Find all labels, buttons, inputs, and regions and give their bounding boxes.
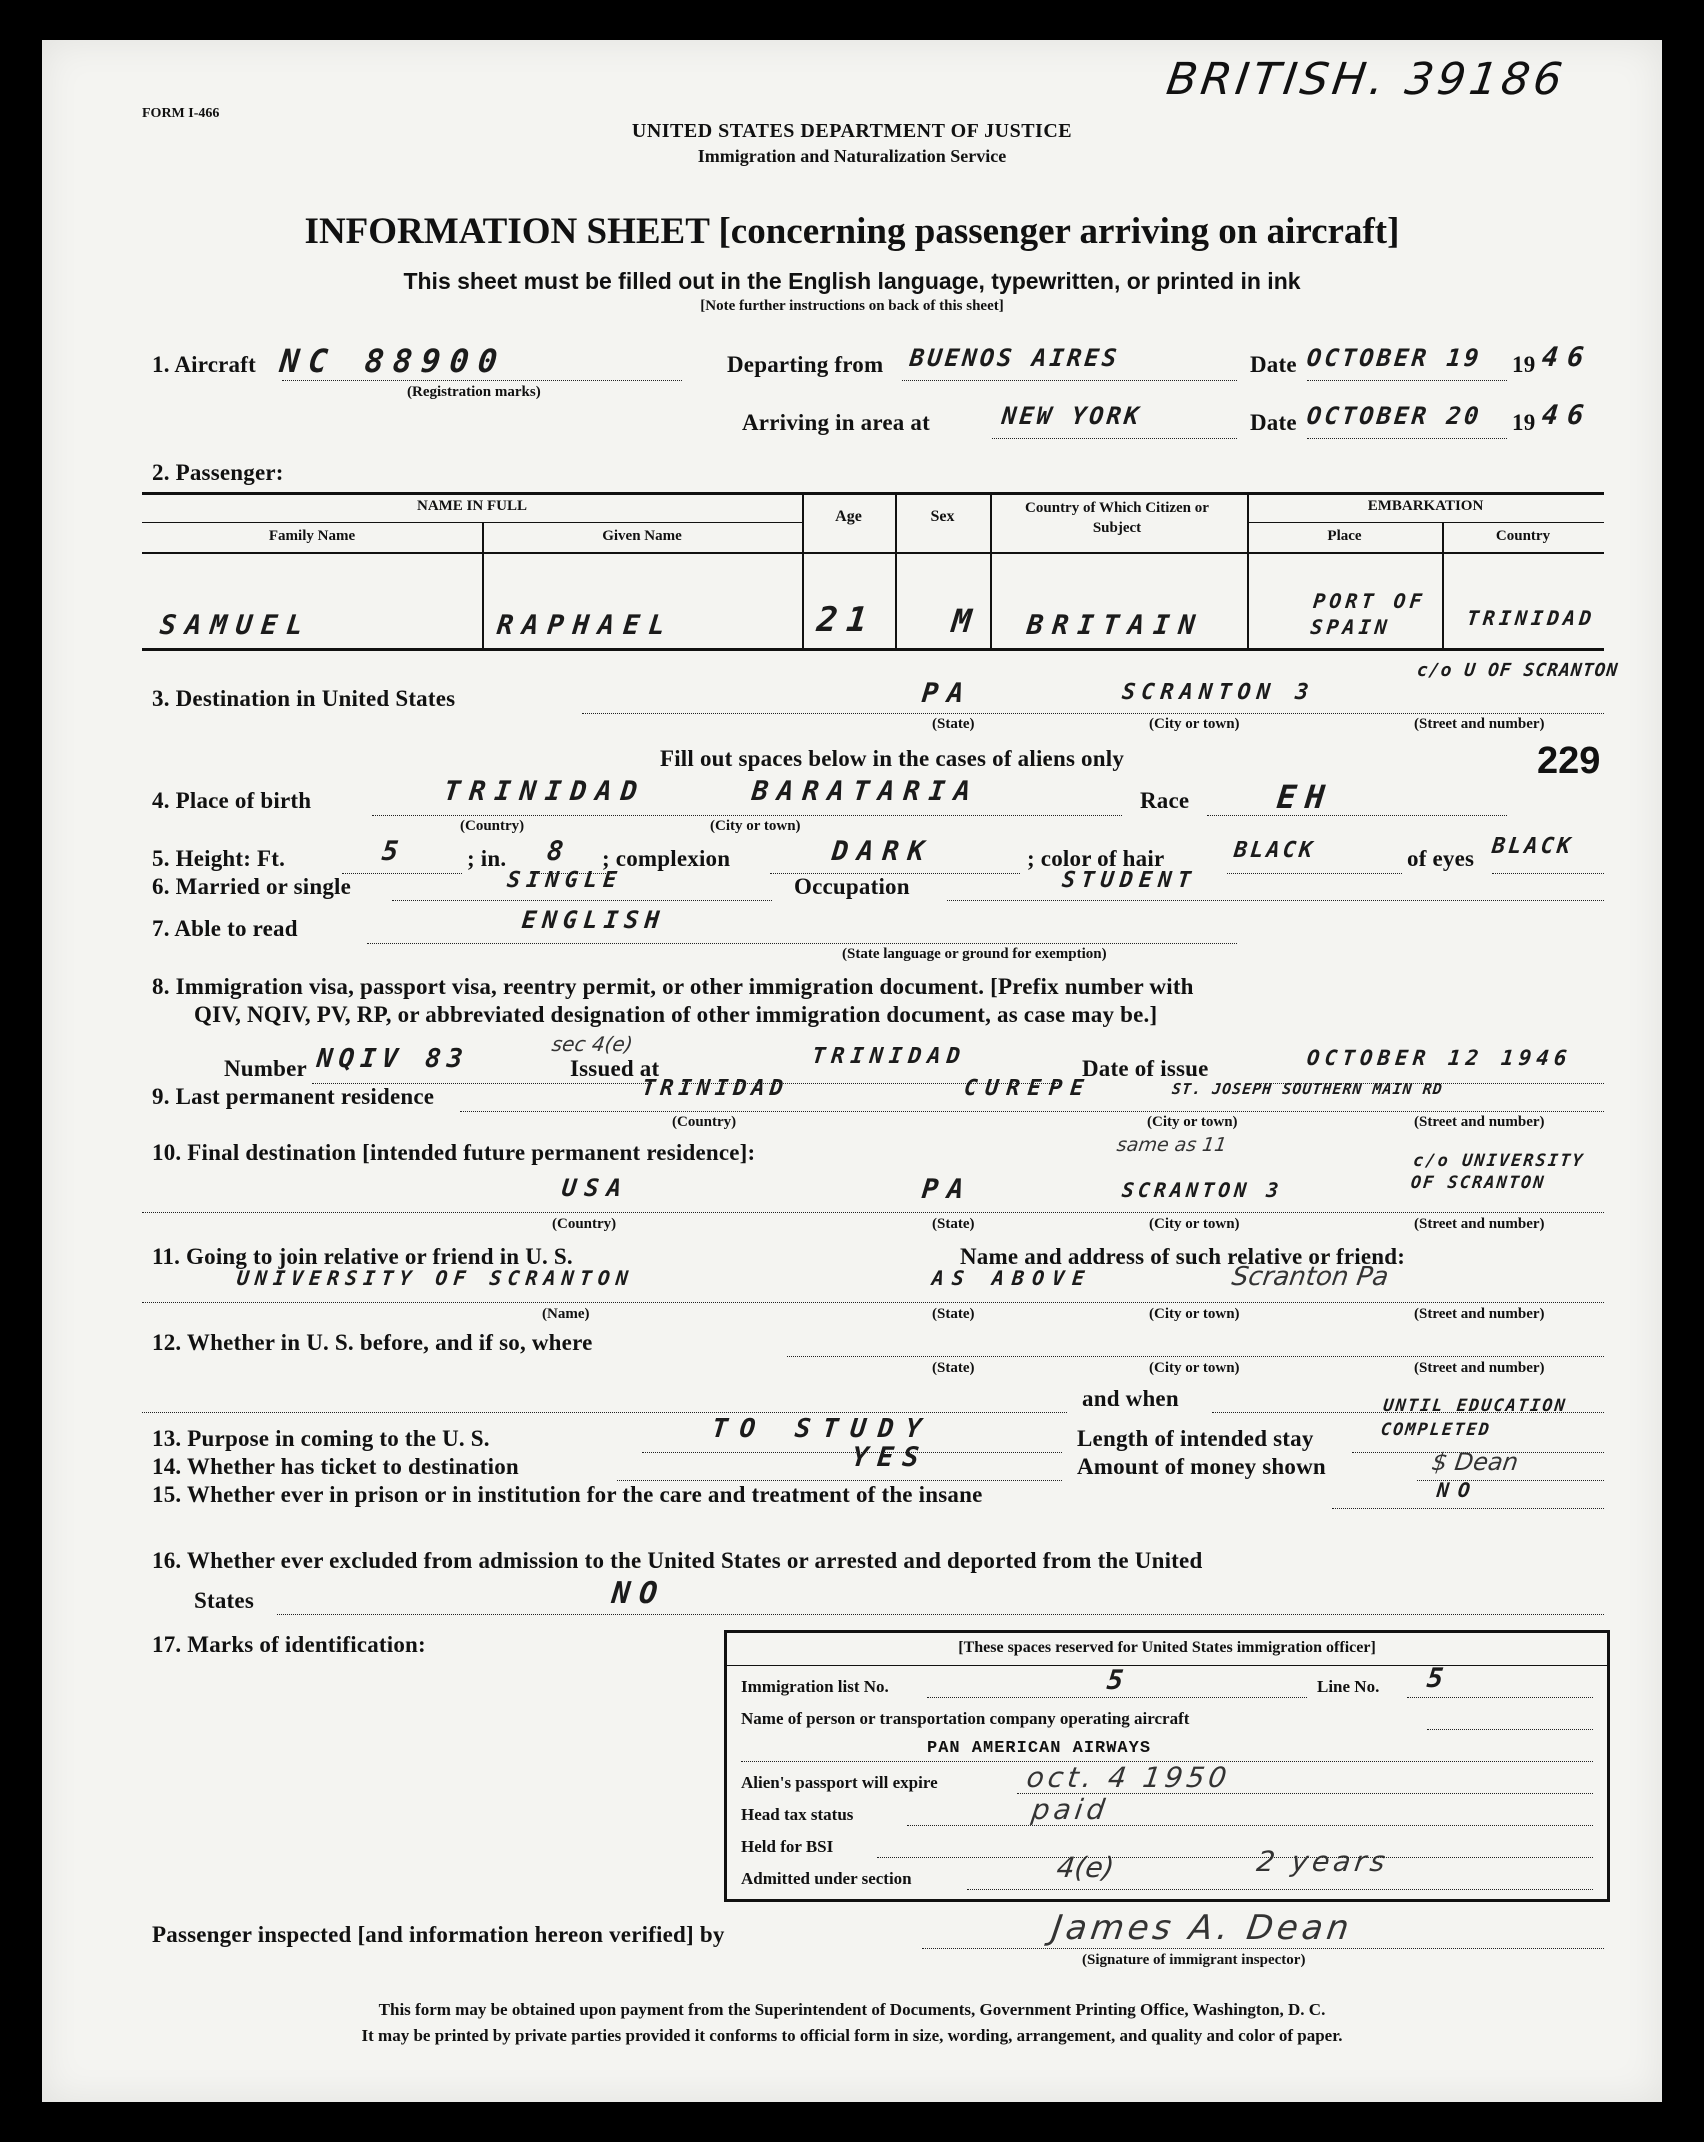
- line-number-label: Line No.: [1317, 1677, 1380, 1696]
- prison-label: 15. Whether ever in prison or in institution for the care and treatment of the insane: [152, 1482, 983, 1507]
- marital-label: 6. Married or single: [152, 874, 352, 899]
- department-name: UNITED STATES DEPARTMENT OF JUSTICE: [631, 120, 1073, 142]
- read-label: 7. Able to read: [152, 916, 298, 941]
- officer-box: [724, 1630, 1610, 1902]
- residence-city: CUREPE: [962, 1076, 1093, 1101]
- occupation-value: STUDENT: [1060, 868, 1199, 893]
- height-ft: 5: [380, 836, 409, 867]
- th-age: Age: [835, 508, 862, 525]
- visa-instructions-line2: QIV, NQIV, PV, RP, or abbreviated designation of other immigration document, as case may be.]: [194, 1002, 1158, 1027]
- caption-birth-city: (City or town): [710, 818, 801, 834]
- arriving-year: 46: [1540, 400, 1595, 431]
- birth-country: TRINIDAD: [442, 776, 648, 807]
- caption-residence-country: (Country): [672, 1114, 737, 1130]
- aliens-only-note: Fill out spaces below in the cases of aliens only: [659, 746, 1125, 771]
- form-number: FORM I-466: [142, 106, 220, 121]
- join-label-2: Name and address of such relative or friend:: [960, 1244, 1406, 1269]
- residence-street: ST. JOSEPH SOUTHERN MAIN RD: [1171, 1080, 1444, 1098]
- admitted-section-label: Admitted under section: [741, 1869, 912, 1888]
- prison-value: NO: [1435, 1478, 1481, 1502]
- departing-date: OCTOBER 19: [1305, 344, 1483, 372]
- final-destination-label: 10. Final destination [intended future permanent residence]:: [152, 1140, 756, 1165]
- sex-value: M: [950, 602, 983, 640]
- departing-year-label: 19: [1512, 352, 1536, 377]
- caption-before-state: (State): [932, 1360, 975, 1376]
- th-name-in-full: NAME IN FULL: [416, 498, 527, 514]
- caption-join-city: (City or town): [1149, 1306, 1240, 1322]
- bsi-label: Held for BSI: [741, 1837, 834, 1856]
- age-value: 21: [814, 600, 879, 640]
- subtitle: This sheet must be filled out in the English language, typewritten, or printed in ink: [403, 268, 1301, 294]
- race-label: Race: [1140, 788, 1190, 813]
- list-number-value: 5: [1105, 1665, 1134, 1696]
- caption-residence-street: (Street and number): [1414, 1114, 1545, 1130]
- height-in-label: ; in.: [467, 846, 507, 871]
- service-name: Immigration and Naturalization Service: [697, 146, 1007, 166]
- race-value: EH: [1275, 778, 1336, 816]
- occupation-label: Occupation: [794, 874, 910, 899]
- caption-before-street: (Street and number): [1414, 1360, 1545, 1376]
- join-address: AS ABOVE: [930, 1266, 1094, 1290]
- subtitle-note: [Note further instructions on back of this sheet]: [700, 298, 1004, 314]
- join-name: UNIVERSITY OF SCRANTON: [235, 1266, 636, 1290]
- departing-date-label: Date: [1250, 352, 1297, 377]
- excluded-line1: 16. Whether ever excluded from admission to the United States or arrested and deported from the United: [152, 1548, 1203, 1573]
- caption-final-city: (City or town): [1149, 1216, 1240, 1232]
- passport-expire-label: Alien's passport will expire: [741, 1773, 938, 1792]
- caption-city: (City or town): [1149, 716, 1240, 732]
- operator-value: PAN AMERICAN AIRWAYS: [927, 1739, 1152, 1758]
- issued-value: TRINIDAD: [810, 1044, 968, 1069]
- admitted-section-value: 4(e): [1054, 1851, 1117, 1884]
- residence-label: 9. Last permanent residence: [152, 1084, 435, 1109]
- caption-before-city: (City or town): [1149, 1360, 1240, 1376]
- caption-join-name: (Name): [542, 1306, 590, 1322]
- hair-value: BLACK: [1232, 838, 1317, 863]
- excluded-line2: States: [194, 1588, 254, 1613]
- page-title: INFORMATION SHEET [concerning passenger arriving on aircraft]: [304, 211, 1400, 252]
- embarkation-place-value: PORT OF SPAIN: [1309, 589, 1427, 639]
- signature-caption: (Signature of immigrant inspector): [1082, 1952, 1306, 1968]
- purpose-label: 13. Purpose in coming to the U. S.: [152, 1426, 490, 1451]
- caption-join-street: (Street and number): [1414, 1306, 1545, 1322]
- issue-date-label: Date of issue: [1082, 1056, 1209, 1081]
- destination-state: PA: [920, 678, 975, 709]
- destination-label: 3. Destination in United States: [152, 686, 456, 711]
- height-in: 8: [545, 836, 574, 867]
- arriving-date: OCTOBER 20: [1305, 402, 1483, 430]
- join-note: Scranton Pa: [1229, 1262, 1391, 1292]
- final-state: PA: [920, 1174, 975, 1205]
- eyes-value: BLACK: [1490, 834, 1575, 859]
- arriving-date-label: Date: [1250, 410, 1297, 435]
- aircraft-value: NC 88900: [278, 342, 509, 380]
- departing-value: BUENOS AIRES: [908, 344, 1121, 372]
- th-country-citizen: Country of Which Citizen or Subject: [1025, 500, 1209, 536]
- citizen-value: BRITAIN: [1025, 610, 1206, 641]
- visa-number-value: NQIV 83: [315, 1044, 471, 1074]
- caption-final-country: (Country): [552, 1216, 617, 1232]
- caption-final-state: (State): [932, 1216, 975, 1232]
- head-tax-label: Head tax status: [741, 1805, 854, 1824]
- destination-city: SCRANTON 3: [1120, 680, 1316, 705]
- final-street: c/o UNIVERSITY OF SCRANTON: [1409, 1151, 1586, 1193]
- arriving-label: Arriving in area at: [742, 410, 930, 435]
- departing-year: 46: [1540, 342, 1595, 373]
- departing-label: Departing from: [727, 352, 884, 377]
- th-given-name: Given Name: [602, 528, 682, 544]
- th-embarkation: EMBARKATION: [1367, 498, 1484, 514]
- list-number-label: Immigration list No.: [741, 1677, 889, 1696]
- visa-instructions-line1: 8. Immigration visa, passport visa, reentry permit, or other immigration document. [Prefix number with: [152, 974, 1194, 999]
- excluded-value: NO: [610, 1576, 668, 1611]
- money-value: $ Dean: [1430, 1448, 1521, 1476]
- line-number-value: 5: [1425, 1663, 1454, 1694]
- birth-label: 4. Place of birth: [152, 788, 312, 813]
- caption-street: (Street and number): [1414, 716, 1545, 732]
- arriving-year-label: 19: [1512, 410, 1536, 435]
- final-destination-note: same as 11: [1115, 1134, 1229, 1156]
- caption-state: (State): [932, 716, 975, 732]
- passenger-label: 2. Passenger:: [152, 460, 284, 485]
- complexion-value: DARK: [830, 836, 935, 867]
- before-when-label: and when: [1082, 1386, 1179, 1411]
- hair-label: ; color of hair: [1027, 846, 1165, 871]
- officer-box-title: [These spaces reserved for United States immigration officer]: [958, 1639, 1376, 1656]
- form-sheet: [42, 40, 1662, 2102]
- given-name-value: RAPHAEL: [495, 610, 676, 641]
- stamp-number: 229: [1537, 740, 1601, 782]
- marks-label: 17. Marks of identification:: [152, 1632, 426, 1657]
- read-caption: (State language or ground for exemption): [842, 946, 1107, 962]
- ticket-value: YES: [850, 1442, 930, 1473]
- caption-final-street: (Street and number): [1414, 1216, 1545, 1232]
- height-label: 5. Height: Ft.: [152, 846, 286, 871]
- operator-label: Name of person or transportation company operating aircraft: [741, 1709, 1190, 1728]
- footer-line1: This form may be obtained upon payment from the Superintendent of Documents, Government Printing Office, Washington, D. C.: [378, 2000, 1326, 2019]
- ticket-label: 14. Whether has ticket to destination: [152, 1454, 519, 1479]
- stay-label: Length of intended stay: [1077, 1426, 1314, 1451]
- th-family-name: Family Name: [268, 528, 356, 544]
- family-name-value: SAMUEL: [158, 610, 314, 641]
- join-label: 11. Going to join relative or friend in U. S.: [152, 1244, 573, 1269]
- th-sex: Sex: [930, 508, 955, 525]
- money-label: Amount of money shown: [1077, 1454, 1326, 1479]
- eyes-label: of eyes: [1407, 846, 1475, 871]
- embarkation-country-value: TRINIDAD: [1465, 606, 1597, 630]
- top-handwritten-note: BRITISH. 39186: [1163, 54, 1570, 105]
- th-country: Country: [1495, 528, 1551, 544]
- admitted-note: 2 years: [1254, 1845, 1392, 1878]
- visa-number-label: Number: [224, 1056, 307, 1081]
- aircraft-label: 1. Aircraft: [152, 352, 256, 377]
- inspector-signature: James A. Dean: [1049, 1908, 1356, 1948]
- head-tax-value: paid: [1029, 1793, 1111, 1826]
- visa-note: sec 4(e): [550, 1032, 635, 1056]
- issue-date-value: OCTOBER 12 1946: [1305, 1046, 1573, 1070]
- marital-value: SINGLE: [505, 868, 624, 893]
- final-city: SCRANTON 3: [1120, 1178, 1284, 1202]
- before-label: 12. Whether in U. S. before, and if so, where: [152, 1330, 593, 1355]
- arriving-value: NEW YORK: [1000, 402, 1144, 430]
- complexion-label: ; complexion: [602, 846, 731, 871]
- residence-country: TRINIDAD: [640, 1076, 790, 1101]
- caption-birth-country: (Country): [460, 818, 525, 834]
- caption-join-state: (State): [932, 1306, 975, 1322]
- inspected-label: Passenger inspected [and information hereon verified] by: [152, 1922, 725, 1947]
- destination-street: c/o U OF SCRANTON: [1415, 660, 1620, 681]
- birth-city: BARATARIA: [750, 776, 981, 807]
- registration-caption: (Registration marks): [407, 384, 541, 400]
- read-value: ENGLISH: [520, 906, 667, 934]
- th-place: Place: [1327, 528, 1362, 544]
- passport-expire-value: oct. 4 1950: [1024, 1761, 1233, 1794]
- footer-line2: It may be printed by private parties provided it conforms to official form in size, wording, arrangement, and quality and color of paper.: [361, 2026, 1343, 2045]
- purpose-value: TO STUDY: [710, 1414, 935, 1444]
- caption-residence-city: (City or town): [1147, 1114, 1238, 1130]
- stay-value: UNTIL EDUCATION COMPLETED: [1379, 1396, 1568, 1440]
- issued-label: Issued at: [570, 1056, 660, 1081]
- final-country: USA: [560, 1174, 631, 1202]
